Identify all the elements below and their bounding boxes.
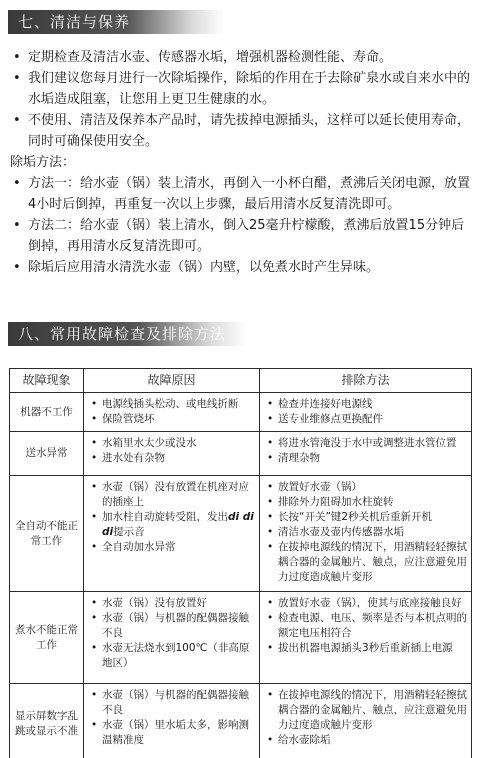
list-item: • 我们建议您每月进行一次除垢操作，除垢的作用在于去除矿泉水或自来水中的水垢造成阻塞，让您用上更卫生健康的水。 <box>10 68 472 110</box>
list-item: • 给水壶除垢 <box>266 733 467 748</box>
beep-code: di di di <box>102 511 254 538</box>
list-item: • 在拔掉电源线的情况下，用酒精轻轻擦拭 耦合器的金属触片、触点，应注意避免用力过度造成触片变形 <box>266 540 467 585</box>
maintenance-list <box>10 47 472 152</box>
header-cause: 故障原因 <box>84 369 260 393</box>
list-item: • 水壶（锅）没有放置好 <box>90 596 255 611</box>
cause-cell <box>84 476 260 592</box>
list-item: • 检查并连接好电源线 <box>266 397 467 412</box>
cause-text: 提示音 <box>113 526 145 538</box>
descale-label: 除垢方法： <box>10 155 76 170</box>
table-row <box>10 432 472 476</box>
fix-cell <box>260 476 472 592</box>
list-item: • 方法一：给水壶（锅）装上清水，再倒入一小杯白醋，煮沸后关闭电源，放置4小时后倒掉，再重复一次以上步骤，最后用清水反复清洗即可。 <box>10 173 472 215</box>
list-item: • 送专业维修点更换配件 <box>266 412 467 427</box>
table-row <box>10 684 472 758</box>
symptom-cell: 煮水不能正常工作 <box>10 592 84 684</box>
cause-cell <box>84 592 260 684</box>
list-item: • 在拔掉电源线的情况下，用酒精轻轻擦拭耦合器的金属触片、触点，应注意避免用力过度造成触片变形 <box>266 688 467 733</box>
list-item: • 水壶无法烧水到100℃（非高原地区） <box>90 641 255 671</box>
list-item: • 放置好水壶（锅），使其与底座接触良好 <box>266 596 467 611</box>
symptom-cell: 全自动不能正常工作 <box>10 476 84 592</box>
header-symptom: 故障现象 <box>10 369 84 393</box>
list-item: • 长按“开关”键2秒关机后重新开机 <box>266 510 467 525</box>
cause-cell <box>84 393 260 432</box>
descale-method-list <box>10 173 472 278</box>
fix-cell <box>260 393 472 432</box>
list-item: • 全自动加水异常 <box>90 540 255 555</box>
list-item: • 水壶（锅）没有放置在机座对应的插座上 <box>90 480 255 510</box>
list-item: • 放置好水壶（锅） <box>266 480 467 495</box>
table-row <box>10 476 472 592</box>
list-item: • 水壶（锅）里水垢太多，影响测温精准度 <box>90 718 255 748</box>
list-item: • 方法二：给水壶（锅）装上清水，倒入25毫升柠檬酸，煮沸后放置15分钟后倒掉，再用清水反复清洗即可。 <box>10 215 472 257</box>
list-item: • 除垢后应用清水清洗水壶（锅）内壁，以免煮水时产生异味。 <box>10 257 472 278</box>
section7-body <box>10 47 472 278</box>
symptom-cell: 显示屏数字乱跳或显示不准 <box>10 684 84 758</box>
section7-title: 七、清洁与保养 <box>8 10 224 34</box>
fix-cell <box>260 432 472 476</box>
list-item: • 电源线插头松动、或电线折断 <box>90 397 255 412</box>
fault-table <box>9 368 472 758</box>
fix-cell <box>260 592 472 684</box>
cause-cell <box>84 432 260 476</box>
cause-cell <box>84 684 260 758</box>
symptom-cell: 送水异常 <box>10 432 84 476</box>
table-row <box>10 393 472 432</box>
header-fix: 排除方法 <box>260 369 472 393</box>
list-item: • 不使用、清洁及保养本产品时，请先拔掉电源插头，这样可以延长使用寿命，同时可确保使用安全。 <box>10 110 472 152</box>
fix-cell <box>260 684 472 758</box>
symptom-cell: 机器不工作 <box>10 393 84 432</box>
list-item: • 排除外力阻碍加水柱旋转 <box>266 495 467 510</box>
list-item: • 检查电源、电压、频率是否与本机点明的额定电压相符合 <box>266 611 467 641</box>
list-item: • 定期检查及清洁水壶、传感器水垢，增强机器检测性能、寿命。 <box>10 47 472 68</box>
section8-title: 八、常用故障检查及排除方法 <box>8 322 246 346</box>
list-item: • 清洁水壶及壶内传感器水垢 <box>266 525 467 540</box>
list-item: • 将进水管淹没于水中或调整进水管位置 <box>266 436 467 451</box>
list-item: • 水壶（锅）与机器的配偶器接触不良 <box>90 611 255 641</box>
list-item <box>90 510 255 540</box>
list-item: • 清理杂物 <box>266 451 467 466</box>
list-item: • 进水处有杂物 <box>90 451 255 466</box>
list-item: • 拔出机器电源插头3秒后重新插上电源 <box>266 641 467 656</box>
cause-text: 加水柱自动旋转受阻，发出 <box>102 511 228 523</box>
table-row <box>10 592 472 684</box>
table-header-row <box>10 369 472 393</box>
list-item: • 水箱里水太少或没水 <box>90 436 255 451</box>
list-item: • 保险管烧坏 <box>90 412 255 427</box>
list-item: • 水壶（锅）与机器的配偶器接触不良 <box>90 688 255 718</box>
